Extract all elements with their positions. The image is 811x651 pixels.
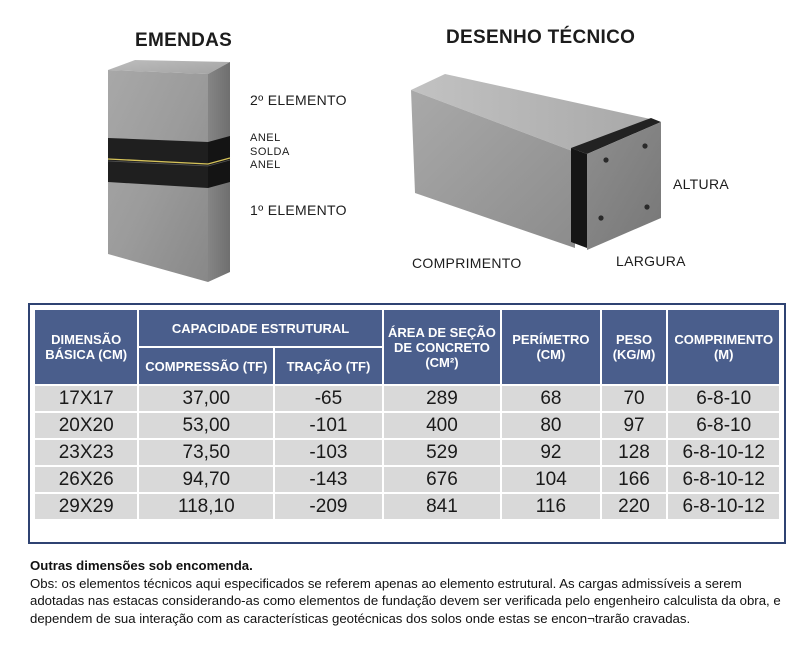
header-peso: PESO (KG/M) [602, 310, 667, 384]
cell-comprimento: 6-8-10 [668, 413, 779, 438]
cell-peso: 128 [602, 440, 667, 465]
label-solda: SOLDA [250, 146, 290, 158]
cell-peso: 166 [602, 467, 667, 492]
label-comprimento: COMPRIMENTO [412, 255, 522, 271]
label-anel-top: ANEL [250, 132, 281, 144]
label-altura: ALTURA [673, 176, 729, 192]
specs-table-frame [28, 303, 786, 544]
notes-body: Obs: os elementos técnicos aqui especificados se referem apenas ao elemento estrutural. As cargas admissíveis a serem adotadas nas estacas considerando-as como elementos de fundação devem ser verificada pelo engenheiro calculista da obra, e dependem de sua interação com as características geotécnicas dos solos onde estas se encon¬trarão cravadas. [30, 575, 781, 626]
cell-perimetro: 80 [502, 413, 599, 438]
cell-tracao: -101 [275, 413, 381, 438]
cell-dimensao: 26X26 [35, 467, 137, 492]
cell-tracao: -65 [275, 386, 381, 411]
cell-tracao: -209 [275, 494, 381, 519]
cell-comprimento: 6-8-10-12 [668, 494, 779, 519]
cell-dimensao: 29X29 [35, 494, 137, 519]
cell-area: 289 [384, 386, 501, 411]
cell-perimetro: 104 [502, 467, 599, 492]
notes-heading: Outras dimensões sob encomenda. [30, 558, 253, 573]
cell-perimetro: 92 [502, 440, 599, 465]
table-row [35, 386, 779, 411]
cell-dimensao: 20X20 [35, 413, 137, 438]
cell-dimensao: 17X17 [35, 386, 137, 411]
label-largura: LARGURA [616, 253, 686, 269]
notes-section [30, 557, 790, 627]
table-row [35, 413, 779, 438]
header-tracao: TRAÇÃO (TF) [275, 348, 381, 384]
label-segundo-elemento: 2º ELEMENTO [250, 92, 347, 108]
cell-compressao: 53,00 [139, 413, 273, 438]
table-row [35, 467, 779, 492]
label-anel-bottom: ANEL [250, 159, 281, 171]
header-perimetro: PERÍMETRO (CM) [502, 310, 599, 384]
cell-compressao: 73,50 [139, 440, 273, 465]
specs-table [33, 308, 781, 521]
header-dimensao: DIMENSÃO BÁSICA (CM) [35, 310, 137, 384]
cell-area: 841 [384, 494, 501, 519]
cell-tracao: -143 [275, 467, 381, 492]
table-row [35, 494, 779, 519]
cell-area: 529 [384, 440, 501, 465]
emendas-title: EMENDAS [135, 30, 233, 51]
cell-area: 400 [384, 413, 501, 438]
cell-tracao: -103 [275, 440, 381, 465]
label-primeiro-elemento: 1º ELEMENTO [250, 202, 347, 218]
desenho-tecnico-block-illustration [405, 68, 675, 253]
cell-perimetro: 68 [502, 386, 599, 411]
desenho-tecnico-title: DESENHO TÉCNICO [446, 27, 636, 48]
cell-perimetro: 116 [502, 494, 599, 519]
cell-area: 676 [384, 467, 501, 492]
cell-compressao: 118,10 [139, 494, 273, 519]
cell-dimensao: 23X23 [35, 440, 137, 465]
cell-peso: 97 [602, 413, 667, 438]
cell-comprimento: 6-8-10-12 [668, 467, 779, 492]
cell-comprimento: 6-8-10-12 [668, 440, 779, 465]
cell-peso: 220 [602, 494, 667, 519]
cell-compressao: 94,70 [139, 467, 273, 492]
header-capacidade: CAPACIDADE ESTRUTURAL [139, 310, 381, 346]
cell-peso: 70 [602, 386, 667, 411]
header-comprimento: COMPRIMENTO (M) [668, 310, 779, 384]
emendas-pile-illustration [100, 58, 240, 288]
header-area: ÁREA DE SEÇÃO DE CONCRETO (CM²) [384, 310, 501, 384]
table-row [35, 440, 779, 465]
cell-comprimento: 6-8-10 [668, 386, 779, 411]
cell-compressao: 37,00 [139, 386, 273, 411]
header-compressao: COMPRESSÃO (TF) [139, 348, 273, 384]
